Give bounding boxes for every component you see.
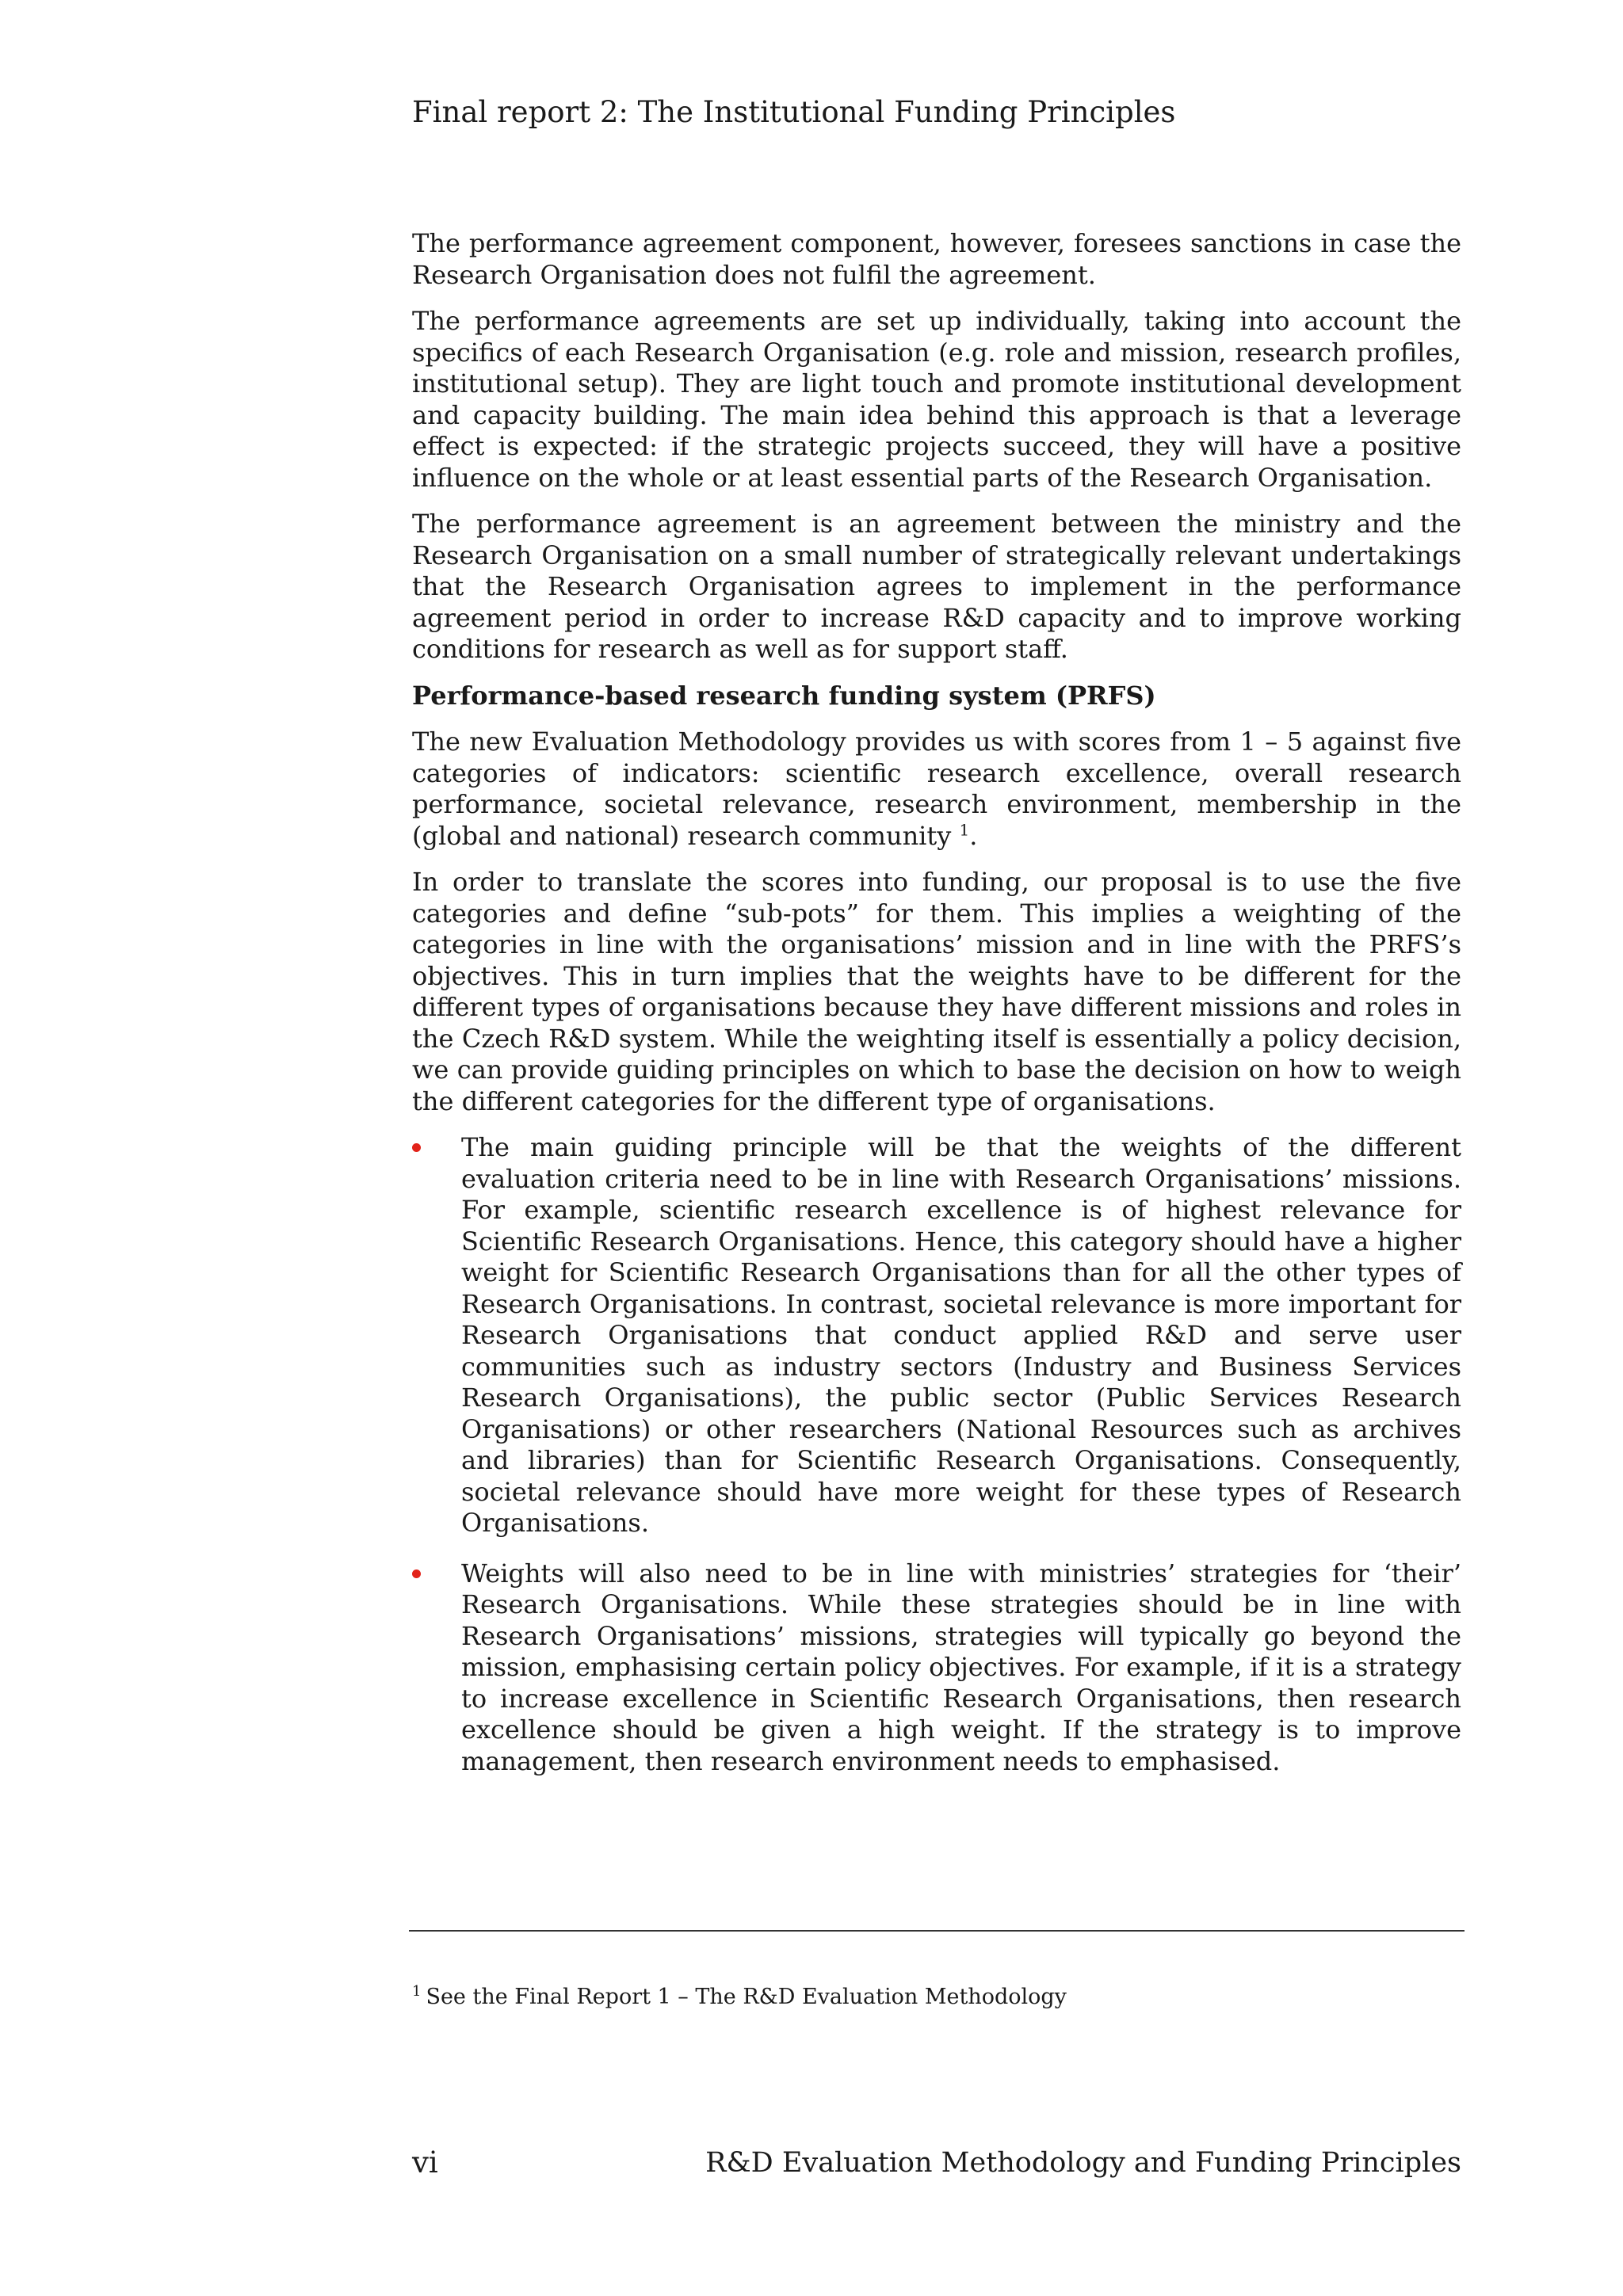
running-footer: R&D Evaluation Methodology and Funding Principles	[705, 2147, 1461, 2179]
paragraph-sanctions: The performance agreement component, however, foresees sanctions in case the Research Organisation does not fulfil the agreement.	[412, 228, 1461, 290]
guiding-principles-list	[412, 1132, 1461, 1777]
footnote-reference[interactable]: 1	[959, 819, 970, 839]
footnote-divider	[409, 1930, 1465, 1932]
main-body	[412, 228, 1461, 1796]
paragraph-translate-scores: In order to translate the scores into funding, our proposal is to use the five categories and define “sub-pots” for them. This implies a weighting of the categories in line with the organisations’ mission and in line with the PRFS’s objectives. This in turn implies that the weights have to be different for the different types of organisations because they have different missions and roles in the Czech R&D system. While the weighting itself is essentially a policy decision, we can provide guiding principles on which to base the decision on how to weigh the different categories for the different type of organisations.	[412, 867, 1461, 1116]
footnote-mark: 1	[412, 1983, 422, 2000]
section-heading-prfs: Performance-based research funding system (PRFS)	[412, 680, 1156, 711]
footnote-text: See the Final Report 1 – The R&D Evaluation Methodology	[426, 1985, 1067, 2009]
paragraph-agreement-definition: The performance agreement is an agreement between the ministry and the Research Organisation on a small number of strategically relevant undertakings that the Research Organisation agrees to implement in the performance agreement period in order to increase R&D capacity and to improve working conditions for research as well as for support staff.	[412, 509, 1461, 664]
running-header: Final report 2: The Institutional Funding Principles	[412, 95, 1176, 129]
bullet-dot-icon	[412, 1143, 421, 1152]
list-item	[412, 1132, 1461, 1539]
bullet-dot-icon	[412, 1569, 421, 1578]
paragraph-individual-agreements: The performance agreements are set up individually, taking into account the specifics of each Research Organisation (e.g. role and mission, research profiles, institutional setup). They are light touch and promote institutional development and capacity building. The main idea behind this approach is that a leverage effect is expected: if the strategic projects succeed, they will have a positive influence on the whole or at least essential parts of the Research Organisation.	[412, 306, 1461, 493]
paragraph-evaluation-scores-text: The new Evaluation Methodology provides us with scores from 1 – 5 against five categories of indicators: scientific research excellence, overall research performance, societal relevance, research environment, membership in the (global and national) research community	[412, 727, 1461, 851]
list-item-text: Weights will also need to be in line with ministries’ strategies for ‘their’ Research Organisations. While these strategies should be in line with Research Organisations’ missions, strategies will typically go beyond the mission, emphasising certain policy objectives. For example, if it is a strategy to increase excellence in Scientific Research Organisations, then research excellence should be given a high weight. If the strategy is to improve management, then research environment needs to emphasised.	[461, 1558, 1461, 1776]
paragraph-evaluation-scores	[412, 727, 1461, 852]
page-number: vi	[412, 2145, 438, 2180]
footnote	[412, 1984, 1067, 2011]
list-item	[412, 1558, 1461, 1778]
list-item-text: The main guiding principle will be that the weights of the different evaluation criteria need to be in line with Research Organisations’ missions. For example, scientific research excellence is of highest relevance for Scientific Research Organisations. Hence, this category should have a higher weight for Scientific Research Organisations than for all the other types of Research Organisations. In contrast, societal relevance is more important for Research Organisations that conduct applied R&D and serve user communities such as industry sectors (Industry and Business Services Research Organisations), the public sector (Public Services Research Organisations) or other researchers (National Resources such as archives and libraries) than for Scientific Research Organisations. Consequently, societal relevance should have more weight for these types of Research Organisations.	[461, 1132, 1461, 1538]
paragraph-evaluation-scores-end: .	[969, 820, 978, 851]
